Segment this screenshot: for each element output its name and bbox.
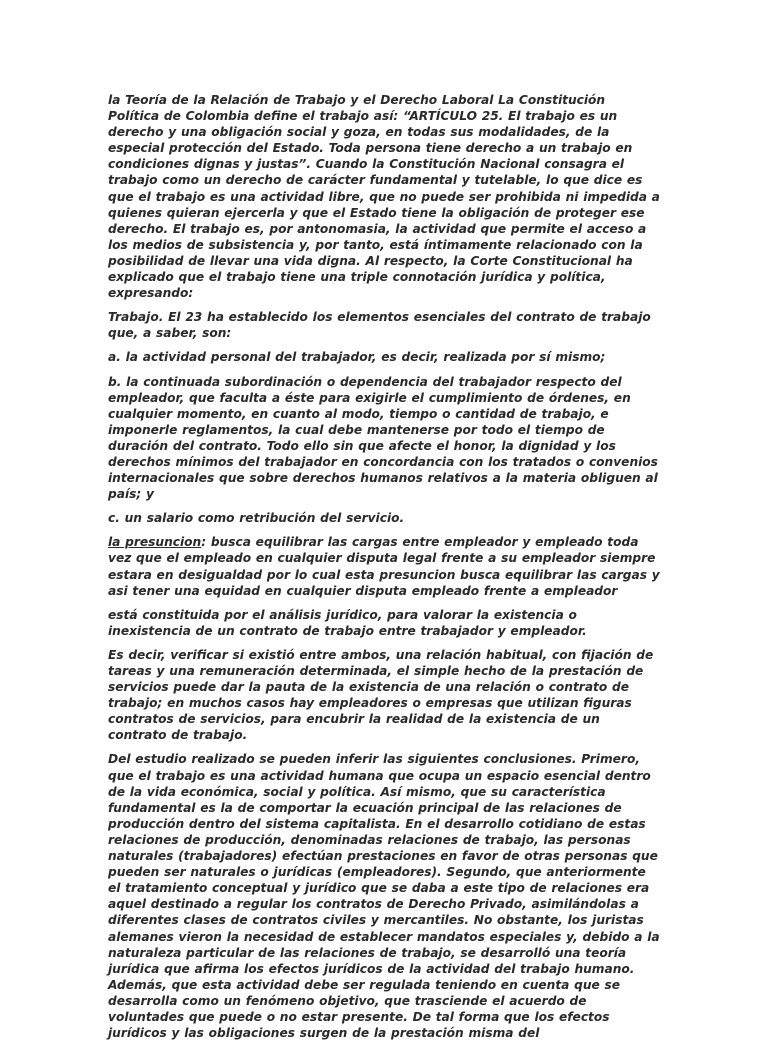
presuncion-body: : busca equilibrar las cargas entre empleador y empleado toda vez que el empleado en cualquier disputa legal frente a su empleador siempre estara en desigualdad por lo cual esta presuncion busca equilibrar las cargas y asi tener una equidad en cualquier disputa empleado frente a empleador	[108, 535, 660, 598]
paragraph-intro: la Teoría de la Relación de Trabajo y el Derecho Laboral La Constitución Política de Colombia define el trabajo así: “ARTÍCULO 25. El trabajo es un derecho y una obligación social y goza, en todas sus modalidades, de la especial protección del Estado. Toda persona tiene derecho a un trabajo en condiciones dignas y justas”. Cuando la Constitución Nacional consagra el trabajo como un derecho de carácter fundamental y tutelable, lo que dice es que el trabajo es una actividad libre, que no puede ser prohibida ni impedida a quienes quieran ejercerla y que el Estado tiene la obligación de proteger ese derecho. El trabajo es, por antonomasia, la actividad que permite el acceso a los medios de subsistencia y, por tanto, está íntimamente relacionado con la posibilidad de llevar una vida digna. Al respecto, la Corte Constitucional ha explicado que el trabajo tiene una triple connotación jurídica y política, expresando:	[108, 93, 660, 301]
paragraph-elements: Trabajo. El 23 ha establecido los elementos esenciales del contrato de trabajo que, a saber, son:	[108, 310, 651, 341]
paragraph-presuncion	[108, 534, 660, 598]
list-item-c: c. un salario como retribución del servicio.	[108, 511, 405, 526]
paragraph-conclusiones: Del estudio realizado se pueden inferir las siguientes conclusiones. Primero, que el trabajo es una actividad humana que ocupa un espacio esencial dentro de la vida económica, social y política. Así mismo, que su característica fundamental es la de comportar la ecuación principal de las relaciones de producción dentro del sistema capitalista. En el desarrollo cotidiano de estas relaciones de producción, denominadas relaciones de trabajo, las personas naturales (trabajadores) efectúan prestaciones en favor de otras personas que pueden ser naturales o jurídicas (empleadores). Segundo, que anteriormente el tratamiento conceptual y jurídico que se daba a este tipo de relaciones era aquel destinado a regular los contratos de Derecho Privado, asimilándolas a diferentes clases de contratos civiles y mercantiles. No obstante, los juristas alemanes vieron la necesidad de establecer mandatos especiales y, debido a la naturaleza particular de las relaciones de trabajo, se desarrolló una teoría jurídica que afirma los efectos jurídicos de la actividad del trabajo humano. Además, que esta actividad debe ser regulada teniendo en cuenta que se desarrolla como un fenómeno objetivo, que trasciende el acuerdo de voluntades que puede o no estar presente. De tal forma que los efectos jurídicos y las obligaciones surgen de la prestación misma del	[108, 752, 660, 1041]
document-body	[108, 92, 660, 1049]
paragraph-es-decir: Es decir, verificar si existió entre ambos, una relación habitual, con fijación de tareas y una remuneración determinada, el simple hecho de la prestación de servicios puede dar la pauta de la existencia de una relación o contrato de trabajo; en muchos casos hay empleadores o empresas que utilizan figuras contratos de servicios, para encubrir la realidad de la existencia de un contrato de trabajo.	[108, 647, 654, 743]
presuncion-heading: la presuncion	[108, 535, 202, 550]
list-item-b: b. la continuada subordinación o dependencia del trabajador respecto del empleador, que faculta a éste para exigirle el cumplimiento de órdenes, en cualquier momento, en cuanto al modo, tiempo o cantidad de trabajo, e imponerle reglamentos, la cual debe mantenerse por todo el tiempo de duración del contrato. Todo ello sin que afecte el honor, la dignidad y los derechos mínimos del trabajador en concordancia con los tratados o convenios internacionales que sobre derechos humanos relativos a la materia obliguen al país; y	[108, 374, 658, 502]
list-item-a: a. la actividad personal del trabajador, es decir, realizada por sí mismo;	[108, 350, 606, 365]
paragraph-analisis: está constituida por el análisis jurídico, para valorar la existencia o inexistencia de un contrato de trabajo entre trabajador y empleador.	[108, 607, 587, 638]
